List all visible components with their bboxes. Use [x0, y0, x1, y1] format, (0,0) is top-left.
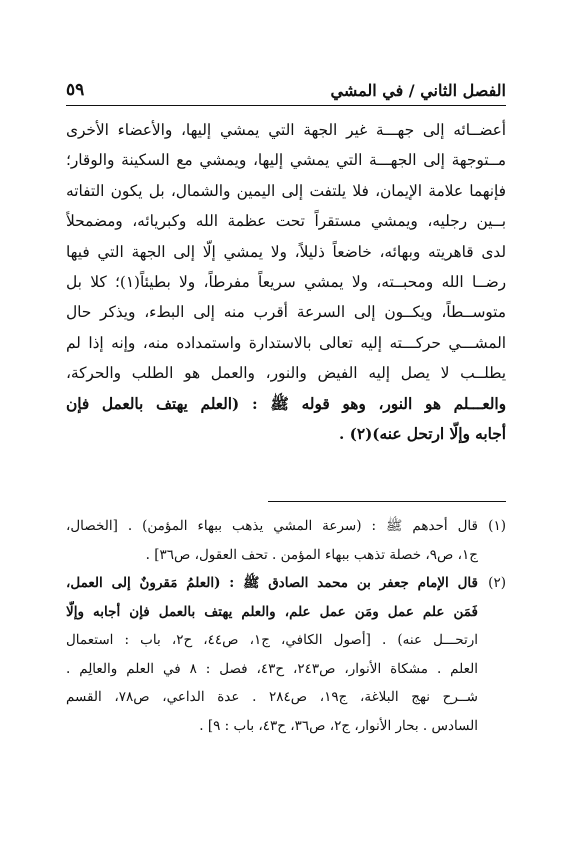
footnote-line: السادس . بحار الأنوار، ج٢، ص٣٦، ح٤٣، باب : ٩] . — [199, 717, 478, 734]
footnote-line: ارتحـــل عنه) . [أصول الكافي، ج١، ص٤٤، ح٢، باب : استعمال — [66, 632, 478, 648]
body-line: يطلــب لا يصل إليه الفيض والنور، والعمل هو الطلب والحركة، — [66, 364, 506, 383]
body-line: لدى قاهريته وبهائه، خاضعاً ذليلاً، ولا يمشي إلّا إلى الجهة التي فيها — [66, 242, 506, 261]
footnotes — [66, 512, 506, 740]
footnote — [66, 512, 506, 569]
body-text — [66, 115, 506, 449]
body-line: متوســطاً، ويكــون إلى السرعة أقرب منه إلى البطء، ويذكر حال — [66, 303, 506, 322]
page-header — [66, 80, 506, 100]
header-rule — [66, 105, 506, 106]
footnote-line: شــرح نهج البلاغة، ج١٩، ص٢٨٤ . عدة الداعي، ص٧٨، القسم — [66, 689, 478, 705]
footnote-line: قال الإمام جعفر بن محمد الصادق ﷺ : (العلمُ مَقرونٌ إلى العمل، — [66, 575, 478, 591]
body-line: مــتوجهة إلى الجهـــة التي يمشي إليها، ويمشي مع السكينة والوقار؛ — [66, 151, 506, 170]
body-line: أعضــائه إلى جهـــة غير الجهة التي يمشي إليها، والأعضاء الأخرى — [66, 121, 506, 139]
body-line: المشـــي حركـــته إليه تعالى بالاستدارة واستمداده منه، وإنه إذا لم — [66, 333, 506, 352]
footnote-body — [66, 569, 478, 740]
footnote-line: قال أحدهم ﷺ : (سرعة المشي يذهب ببهاء المؤمن) . [الخصال، — [66, 518, 478, 534]
body-line: والعـــلم هو النور، وهو قوله ﷺ : (العلم يهتف بالعمل فإن — [66, 394, 506, 413]
body-line: فإنهما علامة الإيمان، فلا يلتفت إلى اليمين والشمال، بل يكون التفاته — [66, 181, 506, 200]
footnote-line: ج١، ص٩، خصلة تذهب ببهاء المؤمن . تحف العقول، ص٣٦] . — [145, 546, 478, 563]
footnote — [66, 569, 506, 740]
footnote-separator — [268, 501, 506, 502]
page-number: ٥٩ — [66, 80, 85, 100]
footnote-number: (٢) — [488, 575, 506, 591]
footnote-number: (١) — [488, 518, 506, 534]
footnote-line: فَمَن علم عمل ومَن عمل علم، والعلم يهتف بالعمل فإن أجابه وإلّا — [66, 603, 478, 620]
running-title: الفصل الثاني / في المشي — [330, 81, 506, 100]
body-line: بــين رجليه، ويمشي مستقراً تحت عظمة الله وكبريائه، ومضمحلاً — [66, 212, 506, 231]
footnote-body — [66, 512, 478, 569]
footnote-line: العلم . مشكاة الأنوار، ص٢٤٣، ح٤٣، فصل : ٨ في العلم والعالِم . — [66, 660, 478, 677]
body-line: أجابه وإلّا ارتحل عنه)(٢) . — [338, 424, 506, 443]
body-line: رضــا الله ومحبــته، ولا يمشي سريعاً مفرطاً، ولا بطيئاً(١)؛ كلا بل — [66, 272, 506, 291]
